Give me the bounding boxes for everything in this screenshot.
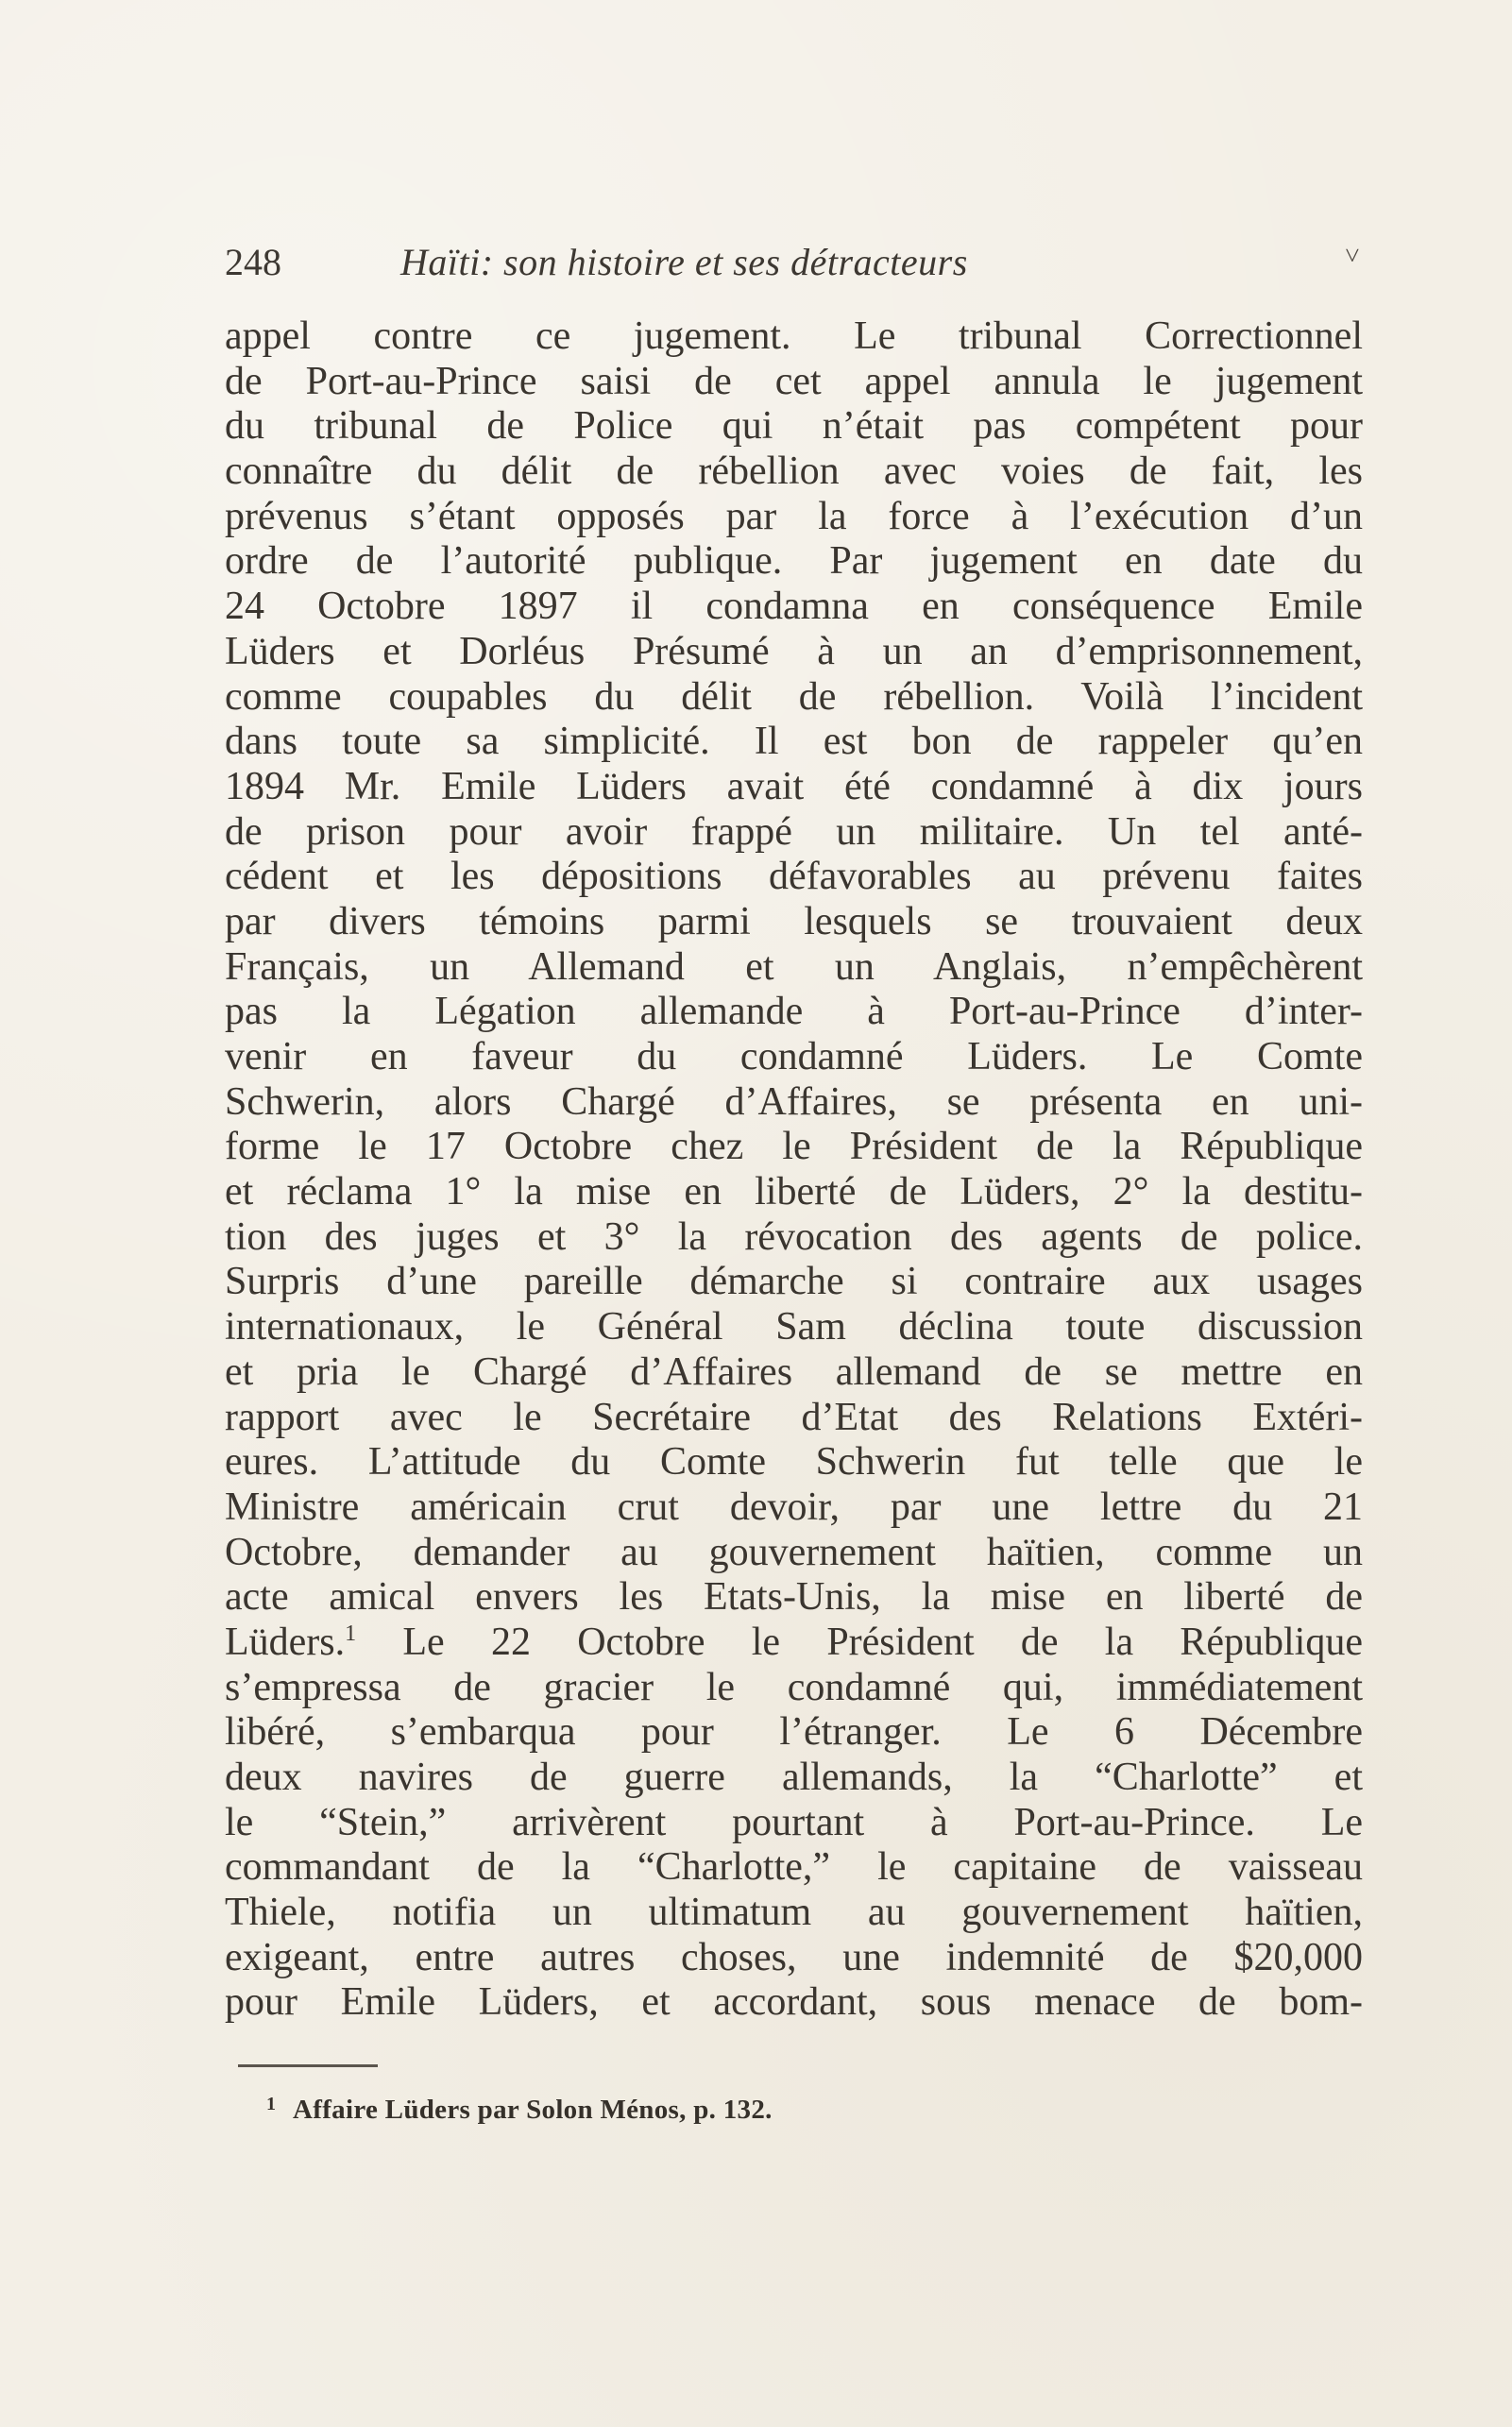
corner-mark: ˅ bbox=[1345, 242, 1360, 271]
text-line: pour Emile Lüders, et accordant, sous menace de bom- bbox=[225, 1980, 1363, 2025]
text-line: Surpris d’une pareille démarche si contraire aux usages bbox=[225, 1260, 1363, 1304]
text-line: eures. L’attitude du Comte Schwerin fut telle que le bbox=[225, 1440, 1363, 1485]
text-line: de prison pour avoir frappé un militaire. Un tel anté- bbox=[225, 809, 1363, 854]
text-fragment: Lüders. bbox=[225, 1620, 346, 1664]
text-line: Français, un Allemand et un Anglais, n’empêchèrent bbox=[225, 944, 1363, 989]
text-line: comme coupables du délit de rébellion. Voilà l’incident bbox=[225, 674, 1363, 719]
running-title: Haïti: son histoire et ses détracteurs bbox=[400, 241, 968, 283]
text-line: 1894 Mr. Emile Lüders avait été condamné à dix jours bbox=[225, 764, 1363, 808]
text-line: Thiele, notifia un ultimatum au gouvernement haïtien, bbox=[225, 1891, 1363, 1935]
footnote-reference: 1 bbox=[345, 1621, 357, 1646]
text-line: de Port-au-Prince saisi de cet appel annula le jugement bbox=[225, 359, 1363, 403]
text-line: connaître du délit de rébellion avec voies de fait, les bbox=[225, 450, 1363, 494]
text-line: Octobre, demander au gouvernement haïtien, comme un bbox=[225, 1530, 1363, 1574]
text-line: dans toute sa simplicité. Il est bon de rappeler qu’en bbox=[225, 720, 1363, 764]
text-line: exigeant, entre autres choses, une indemnité de $20,000 bbox=[225, 1935, 1363, 1979]
text-line-with-footnote bbox=[225, 1621, 1363, 1666]
footnote-marker: 1 bbox=[266, 2094, 277, 2114]
text-line: par divers témoins parmi lesquels se trouvaient deux bbox=[225, 899, 1363, 943]
text-line: forme le 17 Octobre chez le Président de la République bbox=[225, 1125, 1363, 1169]
text-line: pas la Légation allemande à Port-au-Prince d’inter- bbox=[225, 990, 1363, 1034]
text-fragment: Le 22 Octobre le Président de la République bbox=[356, 1620, 1363, 1664]
text-line: venir en faveur du condamné Lüders. Le Comte bbox=[225, 1035, 1363, 1078]
footnote-divider bbox=[238, 2064, 378, 2067]
text-line: cédent et les dépositions défavorables au prévenu faites bbox=[225, 855, 1363, 899]
text-line: Ministre américain crut devoir, par une lettre du 21 bbox=[225, 1485, 1363, 1529]
text-line: libéré, s’embarqua pour l’étranger. Le 6 Décembre bbox=[225, 1710, 1363, 1755]
text-line: Lüders et Dorléus Présumé à un an d’emprisonnement, bbox=[225, 629, 1363, 673]
text-line: et réclama 1° la mise en liberté de Lüders, 2° la destitu- bbox=[225, 1170, 1363, 1214]
footnote bbox=[266, 2091, 773, 2129]
text-line: acte amical envers les Etats-Unis, la mise en liberté de bbox=[225, 1575, 1363, 1620]
text-line: appel contre ce jugement. Le tribunal Correctionnel bbox=[225, 314, 1363, 358]
text-line: rapport avec le Secrétaire d’Etat des Relations Extéri- bbox=[225, 1395, 1363, 1439]
text-line: s’empressa de gracier le condamné qui, immédiatement bbox=[225, 1665, 1363, 1709]
footnote-text: Affaire Lüders par Solon Ménos, p. 132. bbox=[293, 2095, 773, 2125]
running-head bbox=[225, 234, 1363, 291]
body-text bbox=[225, 314, 1363, 2026]
page-number: 248 bbox=[225, 241, 281, 283]
text-line: tion des juges et 3° la révocation des agents de police. bbox=[225, 1214, 1363, 1259]
text-line: et pria le Chargé d’Affaires allemand de se mettre en bbox=[225, 1349, 1363, 1394]
text-line: le “Stein,” arrivèrent pourtant à Port-au-Prince. Le bbox=[225, 1800, 1363, 1844]
text-line: internationaux, le Général Sam déclina toute discussion bbox=[225, 1305, 1363, 1349]
text-line: deux navires de guerre allemands, la “Charlotte” et bbox=[225, 1756, 1363, 1799]
text-line: ordre de l’autorité publique. Par jugement en date du bbox=[225, 539, 1363, 584]
text-line: 24 Octobre 1897 il condamna en conséquence Emile bbox=[225, 585, 1363, 629]
text-line: prévenus s’étant opposés par la force à l’exécution d’un bbox=[225, 494, 1363, 538]
text-line: Schwerin, alors Chargé d’Affaires, se présenta en uni- bbox=[225, 1079, 1363, 1124]
text-line: du tribunal de Police qui n’était pas compétent pour bbox=[225, 404, 1363, 449]
text-line: commandant de la “Charlotte,” le capitaine de vaisseau bbox=[225, 1845, 1363, 1890]
